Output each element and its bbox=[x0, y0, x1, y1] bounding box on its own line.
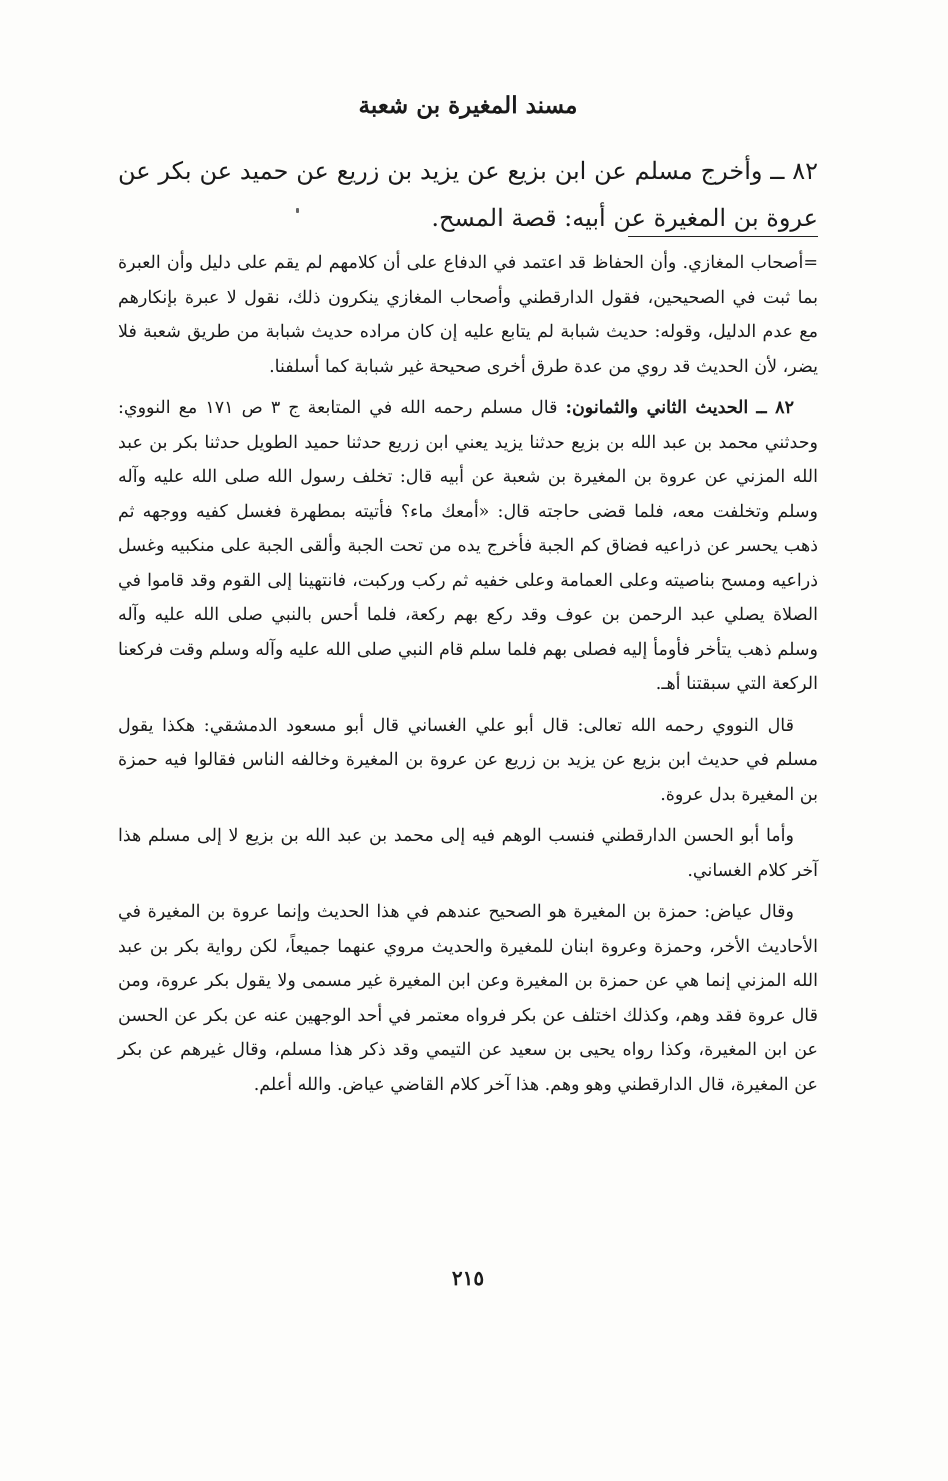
footnote-daraqutni: وأما أبو الحسن الدارقطني فنسب الوهم فيه إلى محمد بن عبد الله بن بزيع لا إلى مسلم هذا آخر كلام الغساني. bbox=[118, 826, 818, 881]
scan-speck bbox=[296, 208, 299, 213]
footnote-hadith bbox=[118, 391, 818, 702]
footnote-iyad: وقال عياض: حمزة بن المغيرة هو الصحيح عندهم في هذا الحديث وإنما عروة بن المغيرة في الأحاديث الأخر، وحمزة وعروة ابنان للمغيرة والحديث مروي عنهما جميعاً، لكن رواية بكر بن عبد الله المزني إنما هي عن حمزة بن المغيرة وعن ابن المغيرة غير مسمى ولا يقول بكر عروة، ومن قال عروة فقد وهم، وكذلك اختلف عن بكر فرواه معتمر في أحد الوجهين عنه عن بكر عن الحسن عن ابن المغيرة، وكذا رواه يحيى بن سعيد عن التيمي وقد ذكر هذا مسلم، وقال غيرهم عن بكر عن المغيرة، قال الدارقطني وهو وهم. هذا آخر كلام القاضي عياض. والله أعلم. bbox=[118, 902, 818, 1095]
footnote-divider bbox=[628, 236, 818, 237]
page-number: ٢١٥ bbox=[451, 1266, 485, 1290]
footnote-nawawi: قال النووي رحمه الله تعالى: قال أبو علي الغساني قال أبو مسعود الدمشقي: هكذا يقول مسلم في حديث ابن بزيع عن يزيد بن زريع عن عروة بن المغيرة وخالفه الناس فقالوا فيه حمزة بن المغيرة بدل عروة. bbox=[118, 715, 818, 805]
main-hadith-text: ٨٢ ــ وأخرج مسلم عن ابن بزيع عن يزيد بن زريع عن حميد عن بكر عن عروة بن المغيرة عن أبيه: قصة المسح. bbox=[118, 157, 818, 232]
running-header: مسند المغيرة بن شعبة bbox=[358, 92, 578, 119]
footnote-continuation: =أصحاب المغازي. وأن الحفاظ قد اعتمد في الدفاع على أن كلامهم لم يقم على دليل وأن العبرة بما ثبت في الصحيحين، فقول الدارقطني وأصحاب المغازي ينكرون ذلك، نقول لا عبرة بإنكارهم مع عدم الدليل، وقوله: حديث شبابة لم يتابع عليه إن كان مراده حديث شبابة من طريق شعبة فلا يضر، لأن الحديث قد روي من عدة طرق أخرى صحيحة غير شبابة كما أسلفنا. bbox=[118, 253, 818, 377]
footnotes-block bbox=[118, 246, 818, 1109]
hadith-body: قال مسلم رحمه الله في المتابعة ج ٣ ص ١٧١ مع النووي: وحدثني محمد بن عبد الله بن بزيع حدثنا يزيد يعني ابن زريع حدثنا حميد الطويل حدثنا بكر بن عبد الله المزني عن عروة بن المغيرة بن شعبة عن أبيه قال: تخلف رسول الله صلى الله عليه وآله وسلم وتخلفت معه، فلما قضى حاجته قال: «أمعك ماء؟ فأتيته بمطهرة فغسل كفيه ووجهه ثم ذهب يحسر عن ذراعيه فضاق كم الجبة فأخرج يده من تحت الجبة وألقى الجبة على منكبيه وغسل ذراعيه ومسح بناصيته وعلى العمامة وعلى خفيه ثم ركب وركبت، فانتهينا إلى القوم وقد قاموا في الصلاة يصلي عبد الرحمن بن عوف وقد ركع بهم ركعة، فلما أحس بالنبي صلى الله عليه وآله وسلم ذهب يتأخر فأومأ إليه فصلى بهم فلما سلم قام النبي صلى الله عليه وآله وسلم وقت فركعنا الركعة التي سبقتنا أهـ. bbox=[118, 398, 818, 694]
main-hadith-block bbox=[118, 148, 818, 242]
hadith-number: ٨٢ ــ bbox=[756, 398, 794, 418]
hadith-heading: الحديث الثاني والثمانون: bbox=[565, 398, 749, 418]
